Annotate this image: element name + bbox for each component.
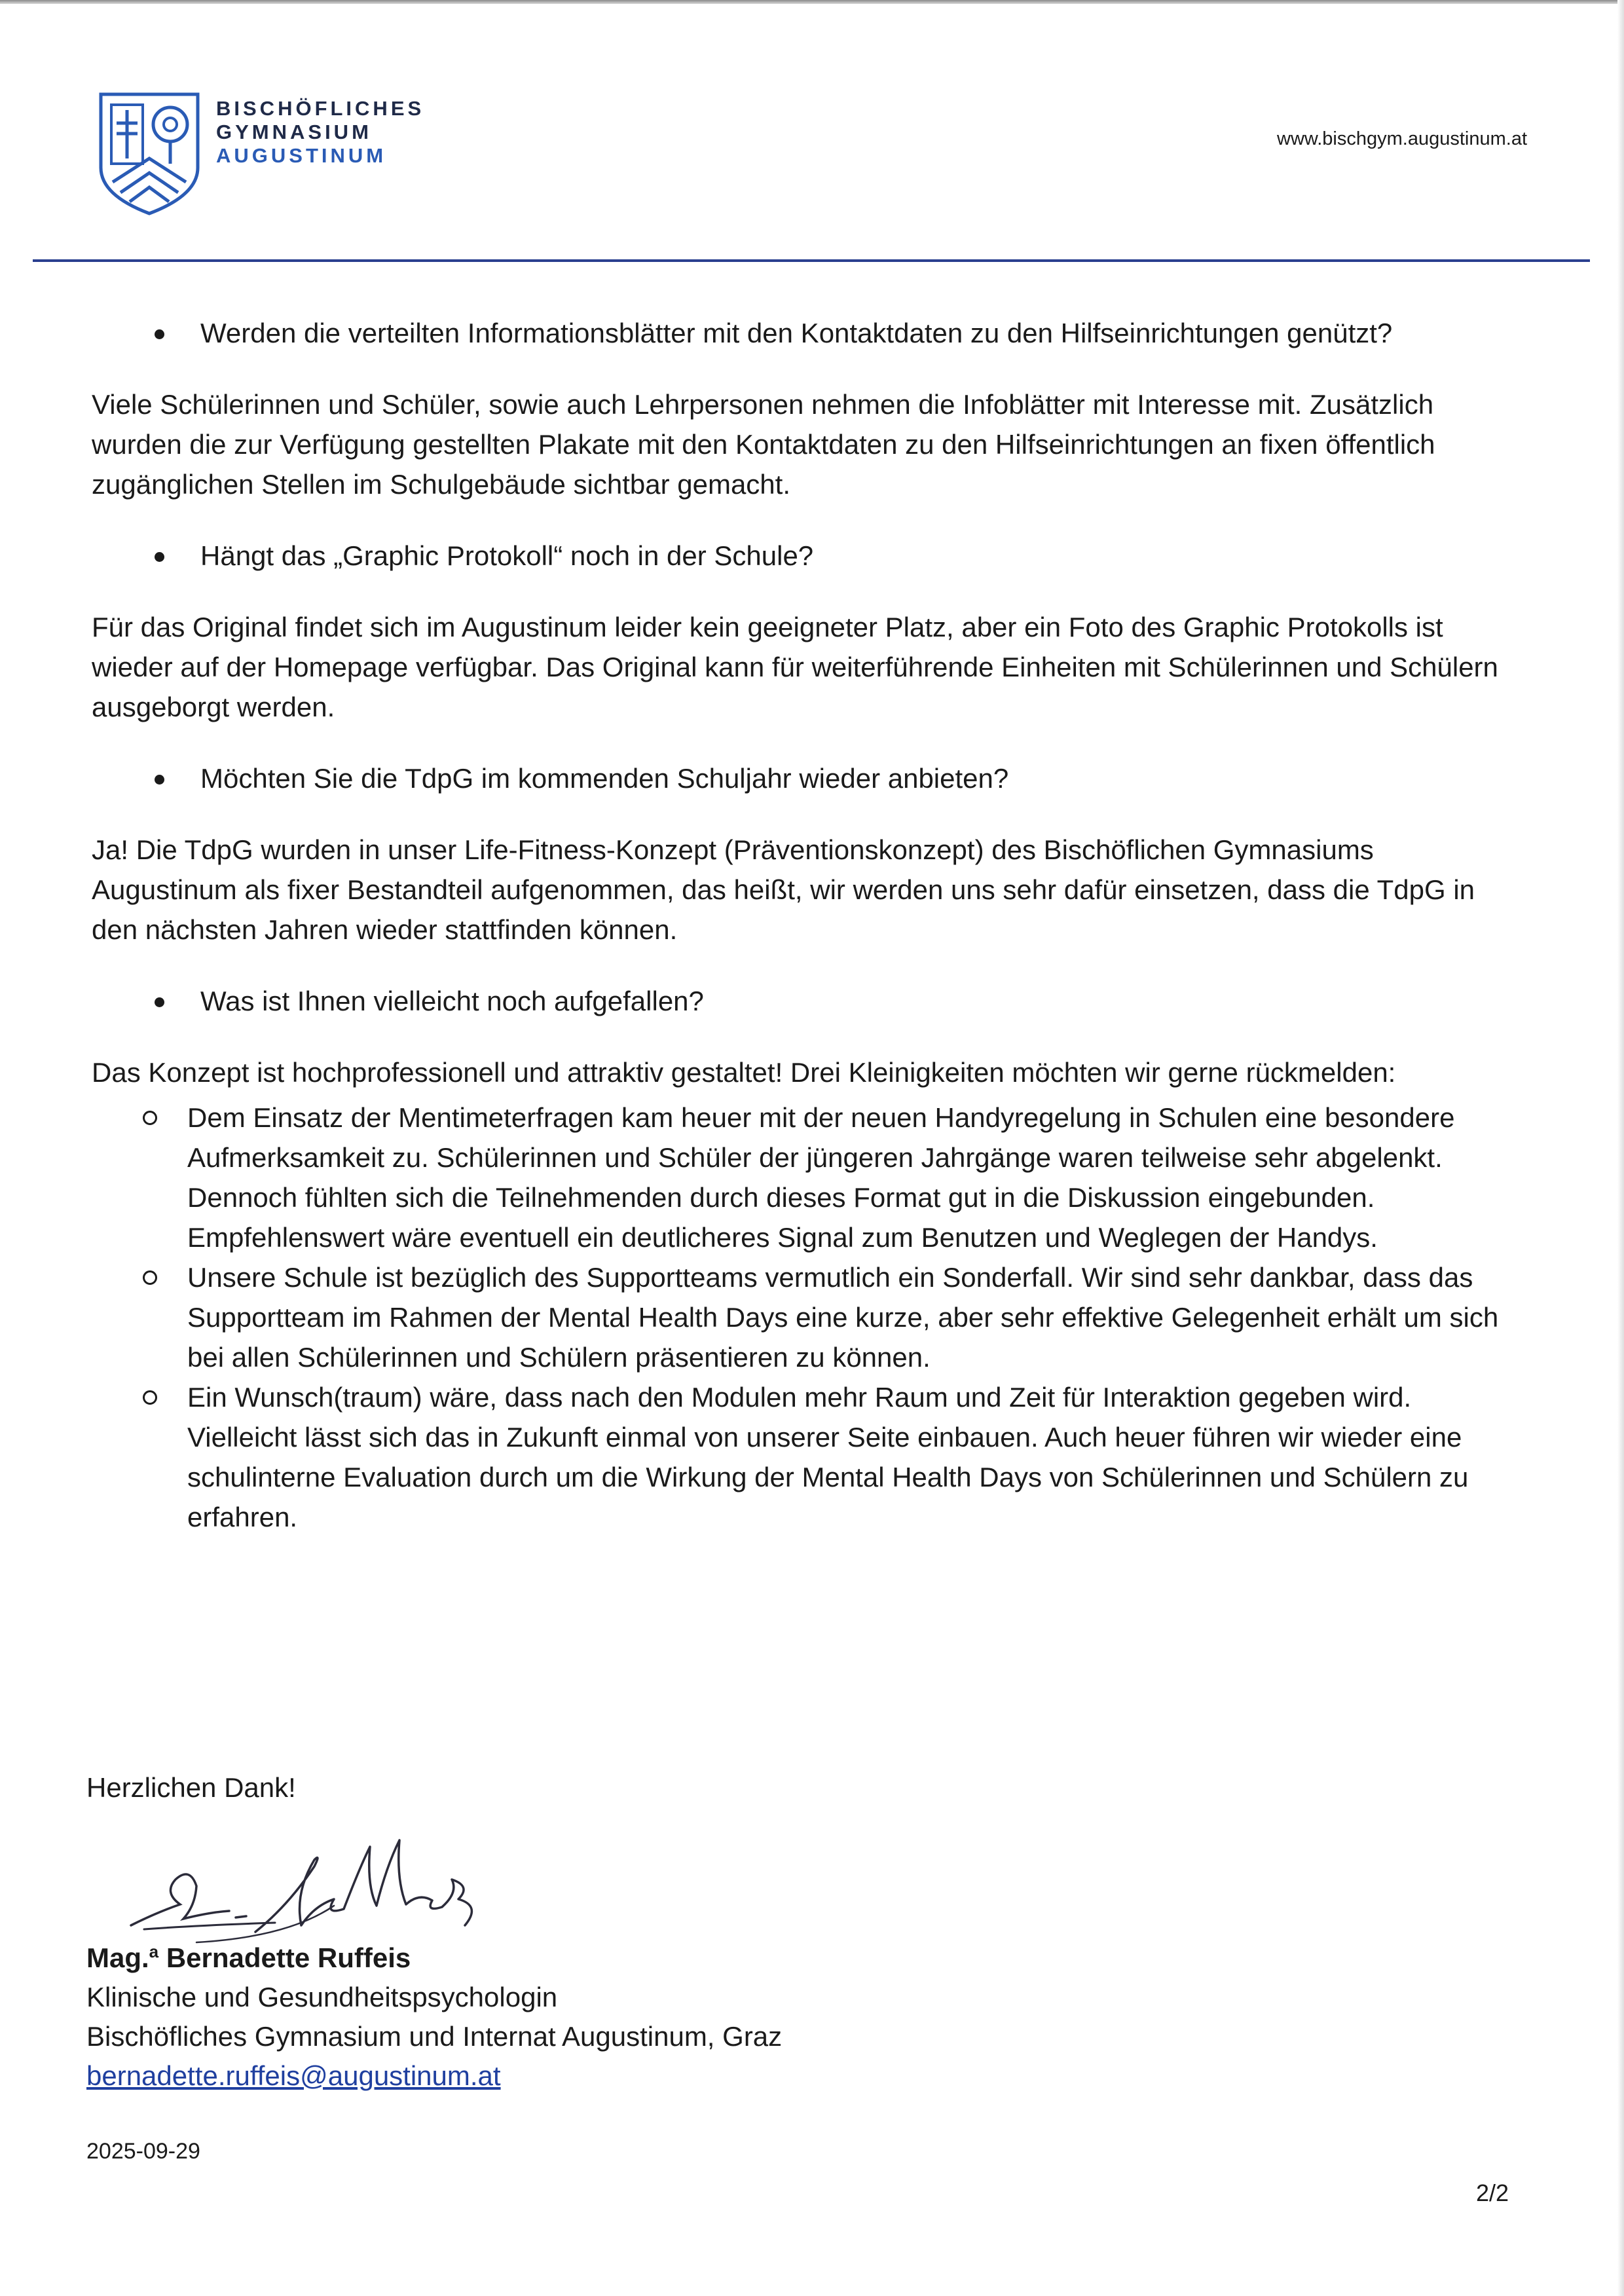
scan-top-edge	[0, 0, 1624, 4]
list-item	[92, 1098, 1519, 1257]
handwritten-signature	[118, 1827, 498, 1945]
signatory-institution: Bischöfliches Gymnasium und Internat Augustinum, Graz	[86, 2021, 783, 2052]
closing-thanks: Herzlichen Dank!	[86, 1772, 296, 1803]
school-crest-logo	[97, 90, 202, 216]
name-prefix-sup: a	[149, 1942, 159, 1961]
name-prefix: Mag.	[86, 1942, 149, 1973]
signatory-role: Klinische und Gesundheitspsychologin	[86, 1982, 558, 2012]
bullet-icon	[155, 329, 164, 339]
school-name-line3: AUGUSTINUM	[216, 144, 387, 167]
school-name	[216, 97, 424, 168]
signatory-name	[86, 1932, 782, 1978]
list-item	[92, 1257, 1519, 1377]
bullet-icon	[155, 552, 164, 562]
circle-bullet-icon	[143, 1390, 157, 1405]
name-text: Bernadette Ruffeis	[166, 1942, 411, 1973]
document-date: 2025-09-29	[86, 2139, 200, 2164]
website-url: www.bischgym.augustinum.at	[1277, 128, 1527, 149]
answer-paragraph: Ja! Die TdpG wurden in unser Life-Fitness-Konzept (Präventionskonzept) des Bischöflichen Gymnasiums Augustinum als fixer Bestandteil aufgenommen, das heißt, wir werden uns sehr dafür einsetzen, dass die TdpG in den nächsten Jahren wieder stattfinden können.	[92, 834, 1475, 945]
answer-paragraph: Das Konzept ist hochprofessionell und attraktiv gestaltet! Drei Kleinigkeiten möchten wir gerne rückmelden:	[92, 1057, 1396, 1088]
question-text: Möchten Sie die TdpG im kommenden Schuljahr wieder anbieten?	[200, 763, 1009, 794]
signature-block	[86, 1932, 782, 2096]
answer-paragraph: Für das Original findet sich im Augustinum leider kein geeigneter Platz, aber ein Foto des Graphic Protokolls ist wieder auf der Homepage verfügbar. Das Original kann für weiterführende Einheiten mit Schülerinnen und Schülern ausgeborgt werden.	[92, 612, 1498, 722]
letter-body	[92, 313, 1519, 1537]
circle-bullet-icon	[143, 1111, 157, 1125]
question-text: Was ist Ihnen vielleicht noch aufgefallen?	[200, 986, 704, 1016]
question-text: Hängt das „Graphic Protokoll“ noch in der Schule?	[200, 540, 814, 571]
bullet-icon	[155, 997, 164, 1007]
bullet-icon	[155, 775, 164, 785]
answer-paragraph: Viele Schülerinnen und Schüler, sowie auch Lehrpersonen nehmen die Infoblätter mit Interesse mit. Zusätzlich wurden die zur Verfügung gestellten Plakate mit den Kontaktdaten zu den Hilfseinrichtungen an fixen öffentlich zugänglichen Stellen im Schulgebäude sichtbar gemacht.	[92, 389, 1435, 500]
list-item-text: Ein Wunsch(traum) wäre, dass nach den Modulen mehr Raum und Zeit für Interaktion gegeben wird. Vielleicht lässt sich das in Zukunft einmal von unserer Seite einbauen. Auch heuer führen wir wieder eine schulinterne Evaluation durch um die Wirkung der Mental Health Days von Schülerinnen und Schülern zu erfahren.	[187, 1382, 1469, 1532]
circle-bullet-icon	[143, 1270, 157, 1285]
list-item	[92, 1377, 1519, 1537]
page-number: 2/2	[1475, 2179, 1509, 2206]
header-divider	[33, 259, 1590, 262]
question-bullet	[92, 981, 1519, 1021]
question-bullet	[92, 758, 1519, 798]
question-text: Werden die verteilten Informationsblätter mit den Kontaktdaten zu den Hilfseinrichtungen genützt?	[200, 318, 1393, 348]
question-bullet	[92, 313, 1519, 353]
school-name-line2: GYMNASIUM	[216, 120, 372, 143]
scan-right-edge	[1617, 0, 1624, 2296]
list-item-text: Unsere Schule ist bezüglich des Supportteams vermutlich ein Sonderfall. Wir sind sehr dankbar, dass das Supportteam im Rahmen der Mental Health Days eine kurze, aber sehr effektive Gelegenheit erhält um sich bei allen Schülerinnen und Schülern präsentieren zu können.	[187, 1262, 1499, 1373]
question-bullet	[92, 536, 1519, 576]
list-item-text: Dem Einsatz der Mentimeterfragen kam heuer mit der neuen Handyregelung in Schulen eine besondere Aufmerksamkeit zu. Schülerinnen und Schüler der jüngeren Jahrgänge waren teilweise sehr abgelenkt. Dennoch fühlten sich die Teilnehmenden durch dieses Format gut in die Diskussion eingebunden. Empfehlenswert wäre eventuell ein deutlicheres Signal zum Benutzen und Weglegen der Handys.	[187, 1102, 1455, 1253]
school-name-line1: BISCHÖFLICHES	[216, 97, 425, 120]
email-link[interactable]: bernadette.ruffeis@augustinum.at	[86, 2060, 501, 2091]
feedback-list	[92, 1098, 1519, 1537]
